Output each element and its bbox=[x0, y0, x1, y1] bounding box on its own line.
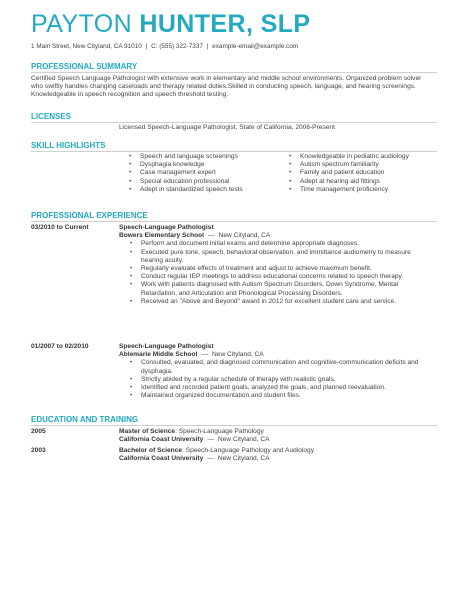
duty-item: • Regularly evaluate effects of treatment and adjust to achieve maximum benefit. bbox=[130, 265, 431, 273]
education-heading: EDUCATION AND TRAINING bbox=[31, 415, 139, 424]
school-name: California Coast University bbox=[119, 436, 204, 444]
contact-separator: | bbox=[206, 43, 209, 50]
licenses-heading: LICENSES bbox=[31, 112, 72, 121]
job-duties bbox=[119, 359, 431, 400]
skill-item: • Speech and language screenings bbox=[129, 153, 266, 161]
job-location: New Cityland, CA bbox=[218, 232, 271, 240]
job-title: Speech-Language Pathologist bbox=[119, 224, 214, 231]
job-entry bbox=[119, 224, 431, 306]
duty-item: • Received an "Above and Beyond" award in 2012 for excellent student care and service. bbox=[130, 298, 431, 306]
duty-item: • Consulted, evaluated, and diagnosed communication and cognitive-communication deficits and dysphagia. bbox=[130, 359, 431, 375]
job-title: Speech-Language Pathologist bbox=[119, 343, 214, 350]
job-employer: Bowers Elementary School bbox=[119, 232, 205, 240]
skill-item: • Adept in standardized speech tests bbox=[129, 186, 266, 194]
degree-field: Speech-Language Pathology bbox=[178, 428, 264, 435]
school-name: California Coast University bbox=[119, 455, 204, 463]
education-year: 2003 bbox=[31, 447, 46, 454]
skill-item: • Dysphagia knowledge bbox=[129, 161, 266, 169]
education-year: 2005 bbox=[31, 428, 46, 435]
skill-item: • Family and patient education bbox=[289, 169, 439, 177]
duty-item: • Maintained organized documentation and student files. bbox=[130, 392, 431, 400]
contact-line bbox=[31, 43, 298, 50]
duty-item: • Work with patients diagnosed with Autism Spectrum Disorders, Down Syndrome, Mental Retardation, and Articulation and Phonological Processing Disorders. bbox=[130, 281, 431, 297]
degree-line: Master of Science: Speech-Language Pathology bbox=[119, 428, 264, 435]
duty-item: • Perform and document initial exams and determine appropriate diagnoses. bbox=[130, 240, 431, 248]
job-location: New Cityland, CA bbox=[212, 351, 264, 359]
degree-field: Speech-Language Pathology and Audiology bbox=[185, 447, 315, 454]
degree-name: Master of Science bbox=[119, 428, 176, 435]
skills-list-left bbox=[129, 153, 266, 194]
first-name: PAYTON bbox=[31, 10, 140, 38]
job-entry bbox=[119, 343, 431, 400]
dash-separator: — bbox=[201, 351, 209, 359]
school-line bbox=[119, 436, 431, 444]
dash-separator: — bbox=[207, 436, 214, 444]
skill-item: • Time management proficiency bbox=[289, 186, 439, 194]
job-dates: 01/2007 to 02/2010 bbox=[31, 343, 89, 350]
dash-separator: — bbox=[207, 455, 214, 463]
duty-item: • Strictly abided by a regular schedule of therapy with realistic goals. bbox=[130, 376, 431, 384]
degree-line: Bachelor of Science: Speech-Language Pathology and Audiology bbox=[119, 447, 315, 454]
skill-item: • Autism spectrum familiarity bbox=[289, 161, 439, 169]
education-entry bbox=[119, 447, 431, 463]
license-text: Licensed Speech-Language Pathologist, State of California, 2006-Present bbox=[119, 124, 335, 131]
skills-heading: SKILL HIGHLIGHTS bbox=[31, 141, 106, 150]
skill-item: • Adept at hearing aid fittings bbox=[289, 178, 439, 186]
degree-name: Bachelor of Science bbox=[119, 447, 183, 454]
dash-separator: — bbox=[208, 232, 215, 240]
duty-item: • Conduct regular IEP meetings to address educational concerns related to speech therapy. bbox=[130, 273, 431, 281]
job-employer-line bbox=[119, 232, 431, 240]
email: example-email@example.com bbox=[212, 43, 299, 50]
duty-item: • Identified and recorded patient goals, analyzed the goals, and planned reevaluation. bbox=[130, 384, 431, 392]
summary-text: Certified Speech Language Pathologist with extensive work in elementary and middle school environments. Organized problem solver who swiftly handles changing caseloads and therapy related duties.Skilled in conducting speech, language, and hearing screenings. Knowledgeable in speech recognition and speech threshold testing. bbox=[31, 75, 422, 99]
candidate-name bbox=[31, 9, 310, 39]
address: 1 Main Street, New Cityland, CA 91010 bbox=[31, 43, 142, 50]
experience-heading: PROFESSIONAL EXPERIENCE bbox=[31, 211, 148, 220]
skill-item: • Case management expert bbox=[129, 169, 266, 177]
school-line bbox=[119, 455, 431, 463]
skills-list-right bbox=[289, 153, 439, 194]
school-location: New Cityland, CA bbox=[217, 436, 270, 444]
contact-separator: | bbox=[145, 43, 148, 50]
skill-item: • Special education professional bbox=[129, 178, 266, 186]
job-dates: 03/2010 to Current bbox=[31, 224, 89, 231]
education-entry bbox=[119, 428, 431, 444]
section-divider bbox=[31, 122, 437, 123]
section-divider bbox=[31, 151, 437, 152]
job-duties bbox=[119, 240, 431, 306]
last-name: HUNTER, SLP bbox=[139, 10, 311, 38]
job-employer: Ablemarle Middle School bbox=[119, 351, 198, 359]
skill-item: • Knowledgeable in pediatric audiology bbox=[289, 153, 439, 161]
summary-heading: PROFESSIONAL SUMMARY bbox=[31, 62, 138, 71]
phone: C: (555) 322-7337 bbox=[151, 43, 203, 50]
school-location: New Cityland, CA bbox=[217, 455, 270, 463]
duty-item: • Executed pure tone, speech, behavioral observation, and immittance audiometry to measure hearing acuity. bbox=[130, 249, 431, 265]
section-divider bbox=[31, 425, 437, 426]
section-divider bbox=[31, 72, 437, 73]
section-divider bbox=[31, 221, 437, 222]
job-employer-line bbox=[119, 351, 431, 359]
